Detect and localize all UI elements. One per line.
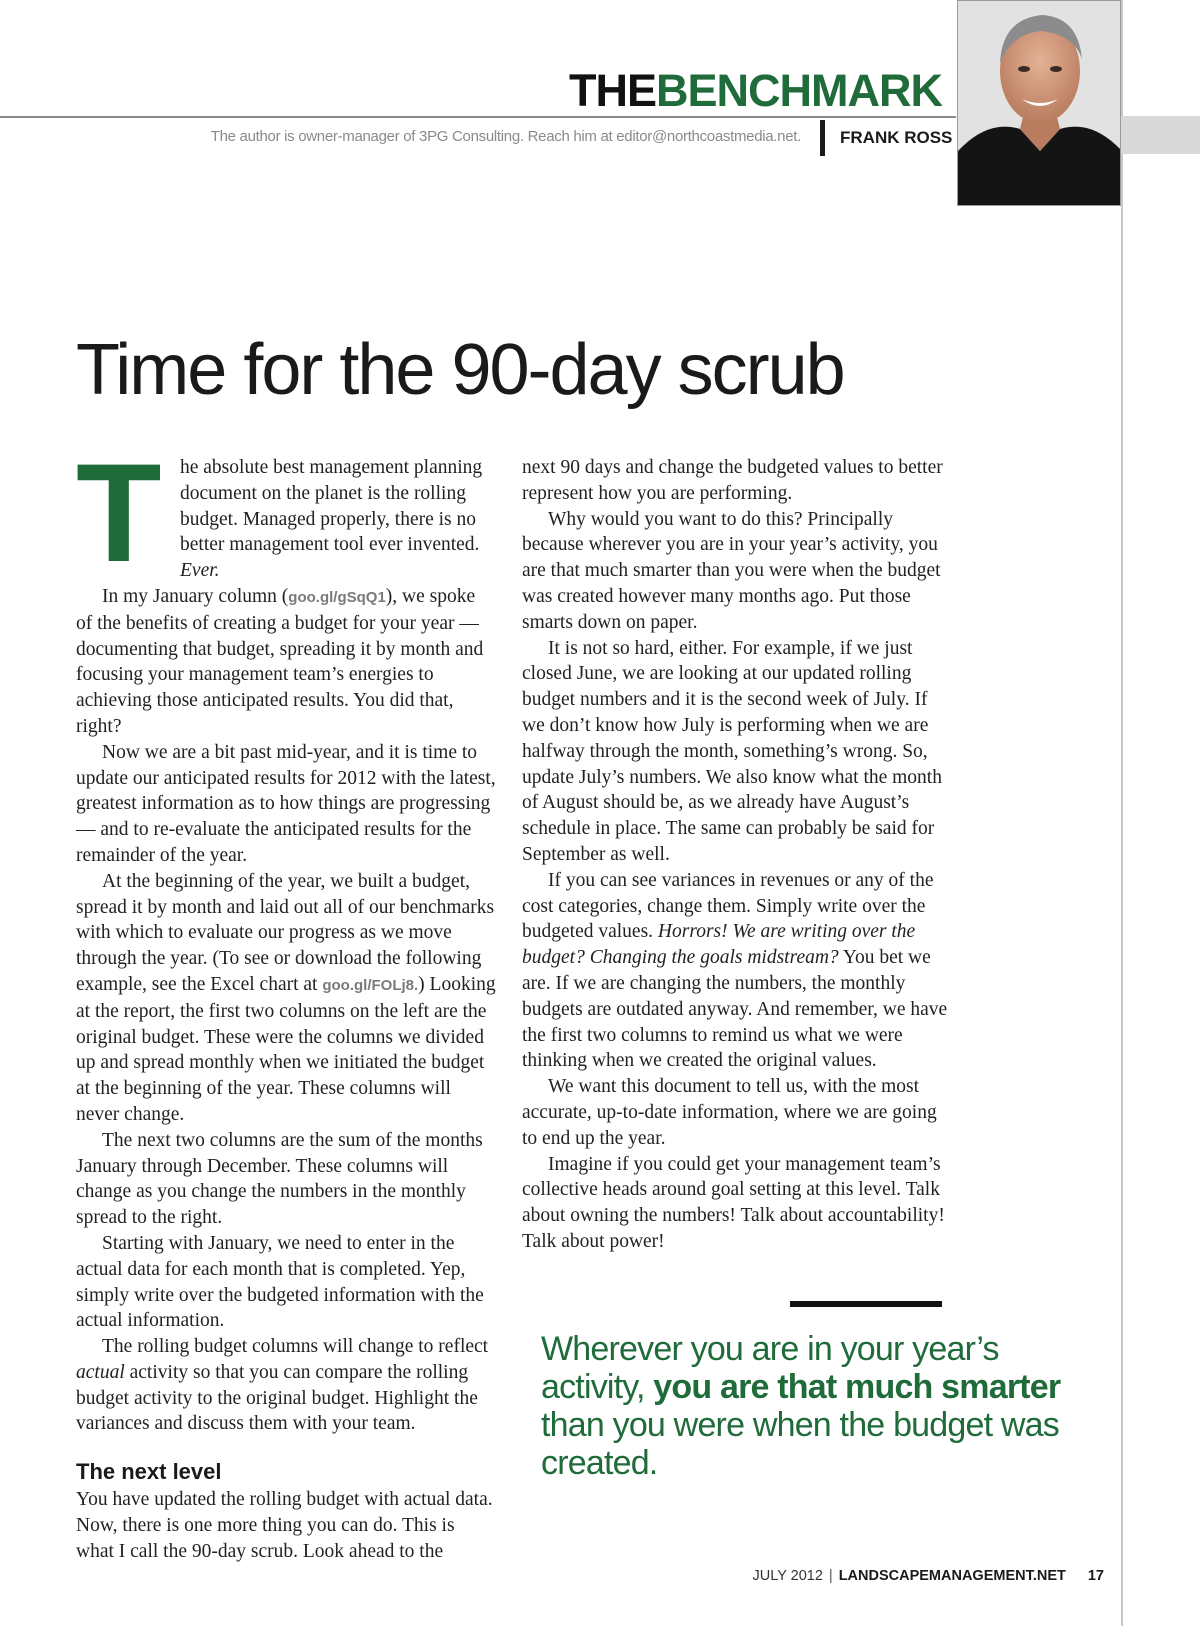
author-bio: The author is owner-manager of 3PG Consulting. Reach him at editor@northcoastmedia.net. bbox=[210, 128, 801, 145]
drop-cap: T bbox=[76, 434, 162, 591]
header-rule bbox=[0, 116, 956, 118]
paragraph-10: Why would you want to do this? Principally because wherever you are in your year’s activity, you are that much smarter than you were when the budget was created however many months ago. Put those smarts down on paper. bbox=[522, 508, 941, 633]
byline-divider bbox=[820, 120, 825, 156]
paragraph-8: You have updated the rolling budget with actual data. Now, there is one more thing you can do. This is what I call the 90-day scrub. Look ahead to the bbox=[76, 1489, 493, 1562]
page-edge-rule bbox=[1121, 0, 1123, 1626]
byline-row bbox=[0, 120, 956, 156]
paragraph-5: The next two columns are the sum of the months January through December. These columns will change as you change the numbers in the monthly spread to the right. bbox=[76, 1129, 483, 1229]
footer-separator: | bbox=[828, 1568, 833, 1584]
paragraph-4-text-a: At the beginning of the year, we built a budget, spread it by month and laid out all of our benchmarks with which to evaluate our progress as we move through the year. (To see or download the following example, see the Excel chart at bbox=[76, 870, 495, 995]
pullquote bbox=[541, 1330, 1101, 1482]
pullquote-text-a: Wherever you are in your year’s activity, bbox=[541, 1330, 999, 1406]
masthead-the: THE bbox=[569, 65, 657, 116]
author-name: FRANK ROSS bbox=[840, 128, 953, 147]
pullquote-emphasis: you are that much smarter bbox=[653, 1368, 1061, 1406]
page-footer bbox=[753, 1568, 1105, 1584]
section-masthead bbox=[569, 65, 942, 116]
subhead: The next level bbox=[76, 1459, 222, 1485]
masthead-benchmark: BENCHMARK bbox=[656, 65, 942, 116]
page-number: 17 bbox=[1087, 1568, 1104, 1584]
paragraph-12 bbox=[522, 868, 950, 1074]
paragraph-11: It is not so hard, either. For example, if we just closed June, we are looking at our updated rolling budget numbers and it is the second week of July. If we don’t know how July is performing when we are halfway through the month, something’s wrong. So, update July’s numbers. We also know what the month of August should be, as we already have August’s schedule in place. The same can probably be said for September as well. bbox=[522, 637, 942, 865]
article-column-left bbox=[76, 434, 496, 1564]
paragraph-2-text-b: ), we spoke of the benefits of creating a budget for your year — documenting that budget, spreading it by month and focusing your management team’s energies to achieving those anticipated results. You did that, right? bbox=[76, 585, 484, 737]
site-link[interactable]: LANDSCAPEMANAGEMENT.NET bbox=[838, 1568, 1066, 1584]
paragraph-1-emphasis: Ever. bbox=[180, 560, 220, 582]
paragraph-3: Now we are a bit past mid-year, and it is time to update our anticipated results for 2012 with the latest, greatest information as to how things are progressing — and to re-evaluate the anticipated results for the remainder of the year. bbox=[76, 741, 496, 866]
paragraph-12-text-a: If you can see variances in revenues or any of the cost categories, change them. Simply write over the budgeted values. bbox=[522, 869, 934, 943]
paragraph-7-text-a: The rolling budget columns will change to reflect bbox=[102, 1336, 489, 1358]
paragraph-12-emphasis: Horrors! We are writing over the budget? Changing the goals midstream? bbox=[522, 921, 916, 969]
paragraph-9: next 90 days and change the budgeted values to better represent how you are performing. bbox=[522, 457, 943, 504]
author-portrait-image bbox=[958, 1, 1121, 206]
paragraph-7-text-b: activity so that you can compare the rolling budget activity to the original budget. Highlight the variances and discuss them with your team. bbox=[76, 1361, 478, 1435]
article-title: Time for the 90-day scrub bbox=[76, 330, 844, 410]
paragraph-2-text-a: In my January column ( bbox=[102, 585, 289, 607]
paragraph-6: Starting with January, we need to enter in the actual data for each month that is completed. Yep, simply write over the budgeted information with the actual information. bbox=[76, 1232, 484, 1332]
paragraph-4 bbox=[76, 869, 496, 1128]
paragraph-7-emphasis: actual bbox=[76, 1361, 125, 1383]
paragraph-4-text-b: ) Looking at the report, the first two columns on the left are the original budget. These were the columns we divided up and spread monthly when we initiated the budget at the beginning of the year. These columns will never change. bbox=[76, 973, 496, 1125]
paragraph-1-text: he absolute best management planning document on the planet is the rolling budget. Managed properly, there is no better management tool ever invented. bbox=[180, 457, 483, 556]
header-gray-band bbox=[1121, 116, 1200, 154]
pullquote-rule bbox=[790, 1301, 942, 1307]
excel-chart-link[interactable]: goo.gl/FOLj8. bbox=[322, 976, 419, 994]
pullquote-text-c: than you were when the budget was created. bbox=[541, 1406, 1059, 1482]
issue-date: JULY 2012 bbox=[752, 1568, 823, 1584]
january-column-link[interactable]: goo.gl/gSqQ1 bbox=[288, 588, 386, 606]
paragraph-1 bbox=[76, 434, 496, 591]
paragraph-14: Imagine if you could get your management team’s collective heads around goal setting at this level. Talk about owning the numbers! Talk about accountability! Talk about power! bbox=[522, 1153, 945, 1252]
author-photo bbox=[957, 0, 1121, 206]
article-column-right bbox=[522, 455, 950, 1255]
paragraph-2 bbox=[76, 584, 496, 740]
paragraph-12-text-b: You bet we are. If we are changing the numbers, the monthly budgets are outdated anyway. And remember, we have the first two columns to remind us what we were thinking when we created the original values. bbox=[522, 947, 948, 1072]
paragraph-7 bbox=[76, 1334, 496, 1437]
paragraph-13: We want this document to tell us, with the most accurate, up-to-date information, where we are going to end up the year. bbox=[522, 1076, 937, 1149]
